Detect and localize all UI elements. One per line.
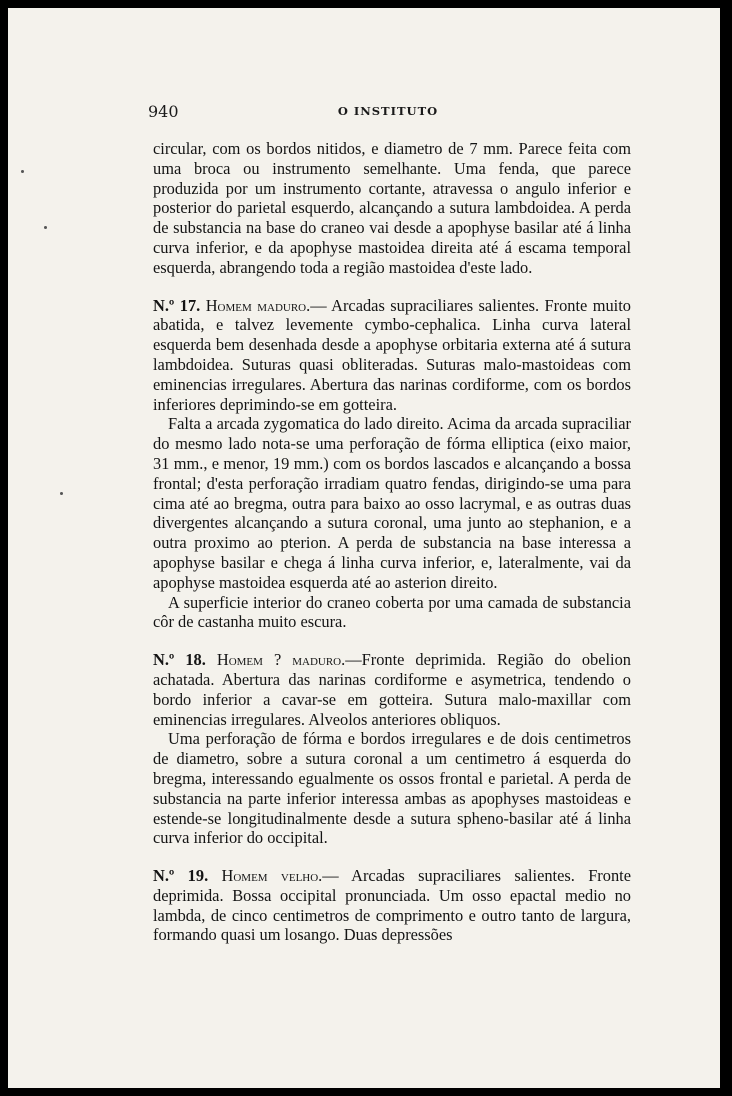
page-number: 940 xyxy=(148,102,179,121)
paragraph-text: Falta a arcada zygomatica do lado direito. Acima da arcada supraciliar do mesmo lado nota-se uma perforação de fórma elliptica (eixo maior, 31 mm., e menor, 19 mm.) com os bordos lascados e alcançando a bossa frontal; d'esta perforação irradiam quatro fendas, dirigindo-se uma para cima até ao bregma, outra para baixo ao osso lacrymal, e as outras duas divergentes alcançando a sutura coronal, uma junto ao stephanion, e a outra proximo ao pterion. A perda de substancia na base interessa a apophyse basilar e chega á linha curva inferior, e, lateralmente, vai da apophyse mastoidea esquerda até ao asterion direito. xyxy=(153,414,631,592)
paragraph-text: Uma perforação de fórma e bordos irregulares e de dois centimetros de diametro, sobre a sutura coronal a um centimetro á esquerda do bregma, interessando egualmente os ossos frontal e parietal. A perda de substancia na parte inferior interessa ambas as apophyses mastoideas e estende-se longitudinalmente desde a sutura spheno-basilar até á linha curva inferior do occipital. xyxy=(153,729,631,848)
entry-number: N.º 18. xyxy=(153,650,206,670)
paragraph xyxy=(153,729,631,848)
paragraph-text: —Fronte deprimida. Região do obelion achatada. Abertura das narinas cordiforme e asymetrica, tendendo o bordo inferior a cavar-se em gotteira. Sutura malo-maxillar com eminencias irregulares. Alveolos anteriores obliquos. xyxy=(153,650,631,729)
paragraph xyxy=(153,593,631,633)
scan-speck xyxy=(21,170,24,173)
entry-paragraph xyxy=(153,650,631,729)
entry-label: Homem velho. xyxy=(221,866,323,886)
entry-paragraph xyxy=(153,296,631,415)
scanned-page xyxy=(8,8,720,1088)
paragraph-text: A superficie interior do craneo coberta por uma camada de substancia côr de castanha muito escura. xyxy=(153,592,631,632)
paragraph xyxy=(153,414,631,592)
running-title: O INSTITUTO xyxy=(337,104,439,118)
page-header xyxy=(148,102,628,122)
scan-speck xyxy=(60,492,63,495)
entry-paragraph xyxy=(153,866,631,945)
body-text xyxy=(153,139,631,945)
paragraph-text: circular, com os bordos nitidos, e diametro de 7 mm. Parece feita com uma broca ou instrumento semelhante. Uma fenda, que parece produzida por um instrumento cortante, atravessa o angulo inferior e posterior do parietal esquerdo, alcançando a sutura lambdoidea. A perda de substancia na base do craneo vai desde a apophyse basilar até á linha curva inferior, e da apophyse mastoidea direita até á escama temporal esquerda, abrangendo toda a região mastoidea d'este lado. xyxy=(153,139,631,277)
entry-label: Homem maduro. xyxy=(205,295,311,315)
entry-number: N.º 19. xyxy=(153,866,209,886)
entry-number: N.º 17. xyxy=(153,295,201,315)
paragraph-text: — Arcadas supraciliares salientes. Fronte deprimida. Bossa occipital pronunciada. Um osso epactal medio no lambda, de cinco centimetros de comprimento e outro tanto de largura, formando quasi um losango. Duas depressões xyxy=(153,866,631,945)
paragraph xyxy=(153,139,631,278)
scan-speck xyxy=(44,226,47,229)
entry-label: Homem ? maduro. xyxy=(216,650,346,670)
paragraph-text: — Arcadas supraciliares salientes. Fronte muito abatida, e talvez levemente cymbo-cephalica. Linha curva lateral esquerda bem desenhada desde a apophyse orbitaria externa até á sutura lambdoidea. Suturas quasi obliteradas. Suturas malo-mastoideas com eminencias irregulares. Abertura das narinas cordiforme, com os bordos inferiores deprimindo-se em gotteira. xyxy=(153,295,631,414)
